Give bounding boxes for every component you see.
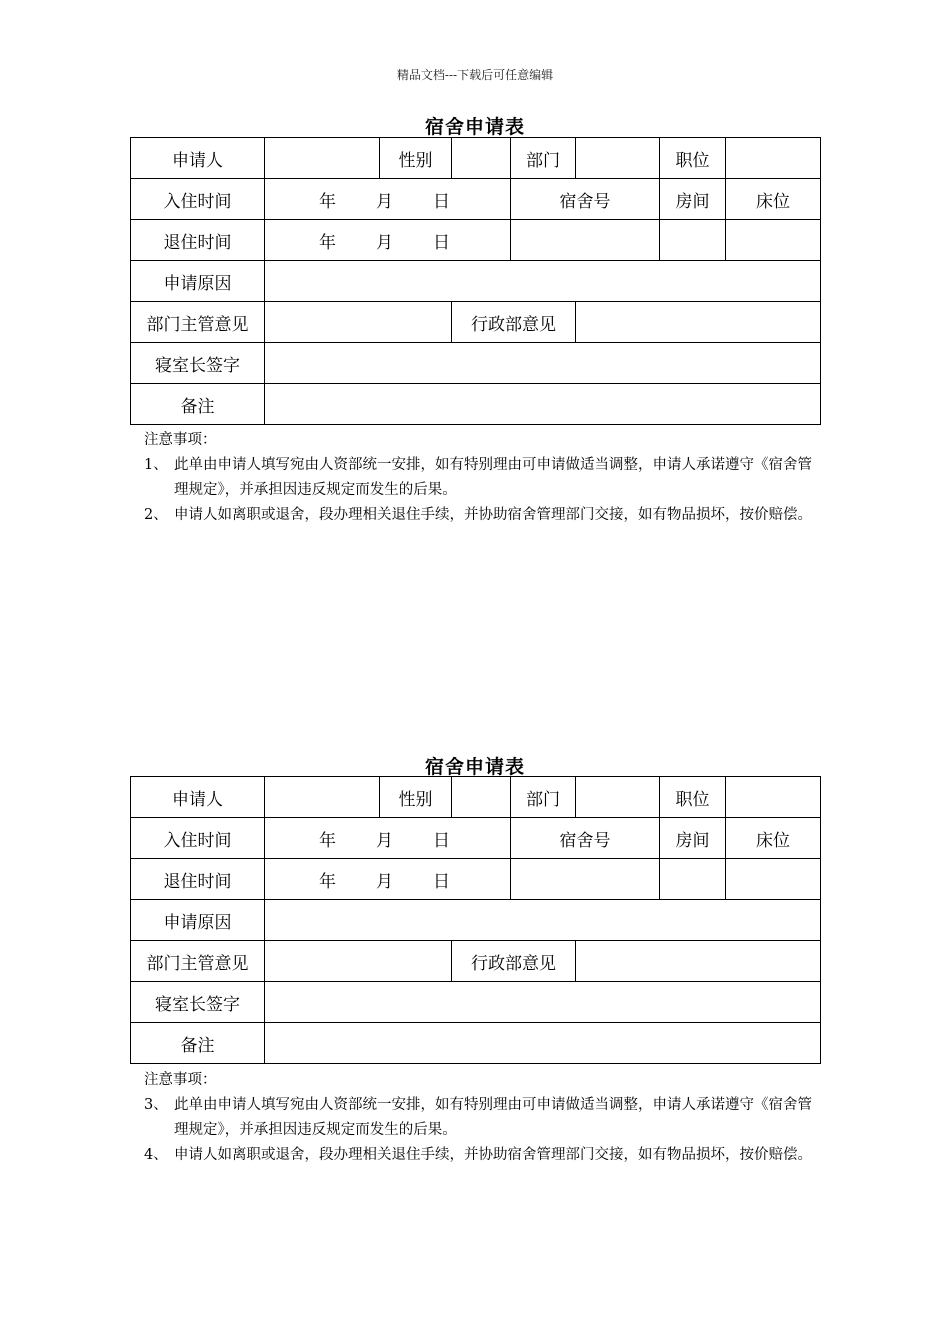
row-remarks bbox=[131, 384, 821, 425]
label-reason: 申请原因 bbox=[131, 261, 265, 302]
header-note: 精品文档---下载后可任意编辑 bbox=[396, 68, 554, 82]
label-admin-opinion: 行政部意见 bbox=[452, 941, 576, 982]
field-admin-opinion[interactable] bbox=[576, 302, 821, 343]
field-room[interactable] bbox=[660, 859, 726, 900]
note-item bbox=[144, 1143, 824, 1168]
field-dept-manager-opinion[interactable] bbox=[265, 941, 452, 982]
field-dept-manager-opinion[interactable] bbox=[265, 302, 452, 343]
field-position[interactable] bbox=[726, 138, 821, 179]
field-reason[interactable] bbox=[265, 900, 821, 941]
note-text: 此单由申请人填写宛由人资部统一安排，如有特别理由可申请做适当调整，申请人承诺遵守《宿舍管理规定》，并承担因违反规定而发生的后果。 bbox=[174, 1097, 812, 1138]
field-room[interactable] bbox=[660, 220, 726, 261]
field-dorm-no[interactable] bbox=[511, 220, 660, 261]
label-bed: 床位 bbox=[726, 818, 821, 859]
field-checkout-date[interactable] bbox=[265, 220, 511, 261]
note-number: 2、 bbox=[144, 507, 168, 523]
label-checkin-time: 入住时间 bbox=[131, 179, 265, 220]
label-dept-manager-opinion: 部门主管意见 bbox=[131, 941, 265, 982]
notes-title: 注意事项： bbox=[144, 1072, 217, 1088]
label-department: 部门 bbox=[511, 138, 576, 179]
date-month: 月 bbox=[376, 830, 393, 851]
field-remarks[interactable] bbox=[265, 1023, 821, 1064]
date-year: 年 bbox=[319, 232, 336, 253]
field-checkin-date[interactable] bbox=[265, 179, 511, 220]
row-checkin bbox=[131, 179, 821, 220]
label-checkin-time: 入住时间 bbox=[131, 818, 265, 859]
field-gender[interactable] bbox=[452, 777, 511, 818]
date-day: 日 bbox=[433, 232, 450, 253]
form-table bbox=[130, 776, 821, 1064]
row-applicant bbox=[131, 138, 821, 179]
notes-section bbox=[144, 428, 824, 528]
label-position: 职位 bbox=[660, 777, 726, 818]
field-department[interactable] bbox=[576, 138, 660, 179]
label-applicant: 申请人 bbox=[131, 777, 265, 818]
row-checkout bbox=[131, 220, 821, 261]
note-text: 申请人如离职或退舍，段办理相关退住手续，并协助宿舍管理部门交接，如有物品损坏，按价赔偿。 bbox=[174, 1147, 812, 1163]
label-checkout-time: 退住时间 bbox=[131, 859, 265, 900]
date-month: 月 bbox=[376, 871, 393, 892]
row-reason bbox=[131, 900, 821, 941]
row-remarks bbox=[131, 1023, 821, 1064]
form-title: 宿舍申请表 bbox=[424, 116, 525, 138]
label-remarks: 备注 bbox=[131, 1023, 265, 1064]
row-room-leader-sign bbox=[131, 982, 821, 1023]
note-text: 申请人如离职或退舍，段办理相关退住手续，并协助宿舍管理部门交接，如有物品损坏，按价赔偿。 bbox=[174, 507, 812, 523]
note-text: 此单由申请人填写宛由人资部统一安排，如有特别理由可申请做适当调整，申请人承诺遵守《宿舍管理规定》，并承担因违反规定而发生的后果。 bbox=[174, 457, 812, 498]
field-room-leader-sign[interactable] bbox=[265, 982, 821, 1023]
field-checkin-date[interactable] bbox=[265, 818, 511, 859]
label-position: 职位 bbox=[660, 138, 726, 179]
label-room-leader-sign: 寝室长签字 bbox=[131, 982, 265, 1023]
label-department: 部门 bbox=[511, 777, 576, 818]
note-item bbox=[144, 503, 824, 528]
form-title: 宿舍申请表 bbox=[424, 756, 525, 778]
label-bed: 床位 bbox=[726, 179, 821, 220]
field-department[interactable] bbox=[576, 777, 660, 818]
note-item bbox=[144, 453, 824, 503]
row-opinions bbox=[131, 302, 821, 343]
label-gender: 性别 bbox=[380, 777, 452, 818]
field-bed[interactable] bbox=[726, 220, 821, 261]
label-reason: 申请原因 bbox=[131, 900, 265, 941]
date-year: 年 bbox=[319, 830, 336, 851]
date-month: 月 bbox=[376, 232, 393, 253]
label-room: 房间 bbox=[660, 179, 726, 220]
label-room-leader-sign: 寝室长签字 bbox=[131, 343, 265, 384]
field-position[interactable] bbox=[726, 777, 821, 818]
date-month: 月 bbox=[376, 191, 393, 212]
label-remarks: 备注 bbox=[131, 384, 265, 425]
field-room-leader-sign[interactable] bbox=[265, 343, 821, 384]
label-applicant: 申请人 bbox=[131, 138, 265, 179]
date-day: 日 bbox=[433, 191, 450, 212]
field-gender[interactable] bbox=[452, 138, 511, 179]
row-reason bbox=[131, 261, 821, 302]
field-dorm-no[interactable] bbox=[511, 859, 660, 900]
label-room: 房间 bbox=[660, 818, 726, 859]
field-checkout-date[interactable] bbox=[265, 859, 511, 900]
note-item bbox=[144, 1093, 824, 1143]
note-number: 4、 bbox=[144, 1147, 168, 1163]
label-dorm-no: 宿舍号 bbox=[511, 818, 660, 859]
notes-section bbox=[144, 1068, 824, 1168]
field-bed[interactable] bbox=[726, 859, 821, 900]
row-room-leader-sign bbox=[131, 343, 821, 384]
date-year: 年 bbox=[319, 871, 336, 892]
note-number: 3、 bbox=[144, 1097, 168, 1113]
label-checkout-time: 退住时间 bbox=[131, 220, 265, 261]
date-year: 年 bbox=[319, 191, 336, 212]
label-gender: 性别 bbox=[380, 138, 452, 179]
row-checkout bbox=[131, 859, 821, 900]
field-reason[interactable] bbox=[265, 261, 821, 302]
label-dept-manager-opinion: 部门主管意见 bbox=[131, 302, 265, 343]
date-day: 日 bbox=[433, 871, 450, 892]
row-checkin bbox=[131, 818, 821, 859]
field-admin-opinion[interactable] bbox=[576, 941, 821, 982]
form-table bbox=[130, 137, 821, 425]
row-opinions bbox=[131, 941, 821, 982]
field-applicant[interactable] bbox=[265, 138, 380, 179]
label-admin-opinion: 行政部意见 bbox=[452, 302, 576, 343]
notes-title: 注意事项： bbox=[144, 432, 217, 448]
note-number: 1、 bbox=[144, 457, 168, 473]
date-day: 日 bbox=[433, 830, 450, 851]
row-applicant bbox=[131, 777, 821, 818]
field-remarks[interactable] bbox=[265, 384, 821, 425]
label-dorm-no: 宿舍号 bbox=[511, 179, 660, 220]
field-applicant[interactable] bbox=[265, 777, 380, 818]
